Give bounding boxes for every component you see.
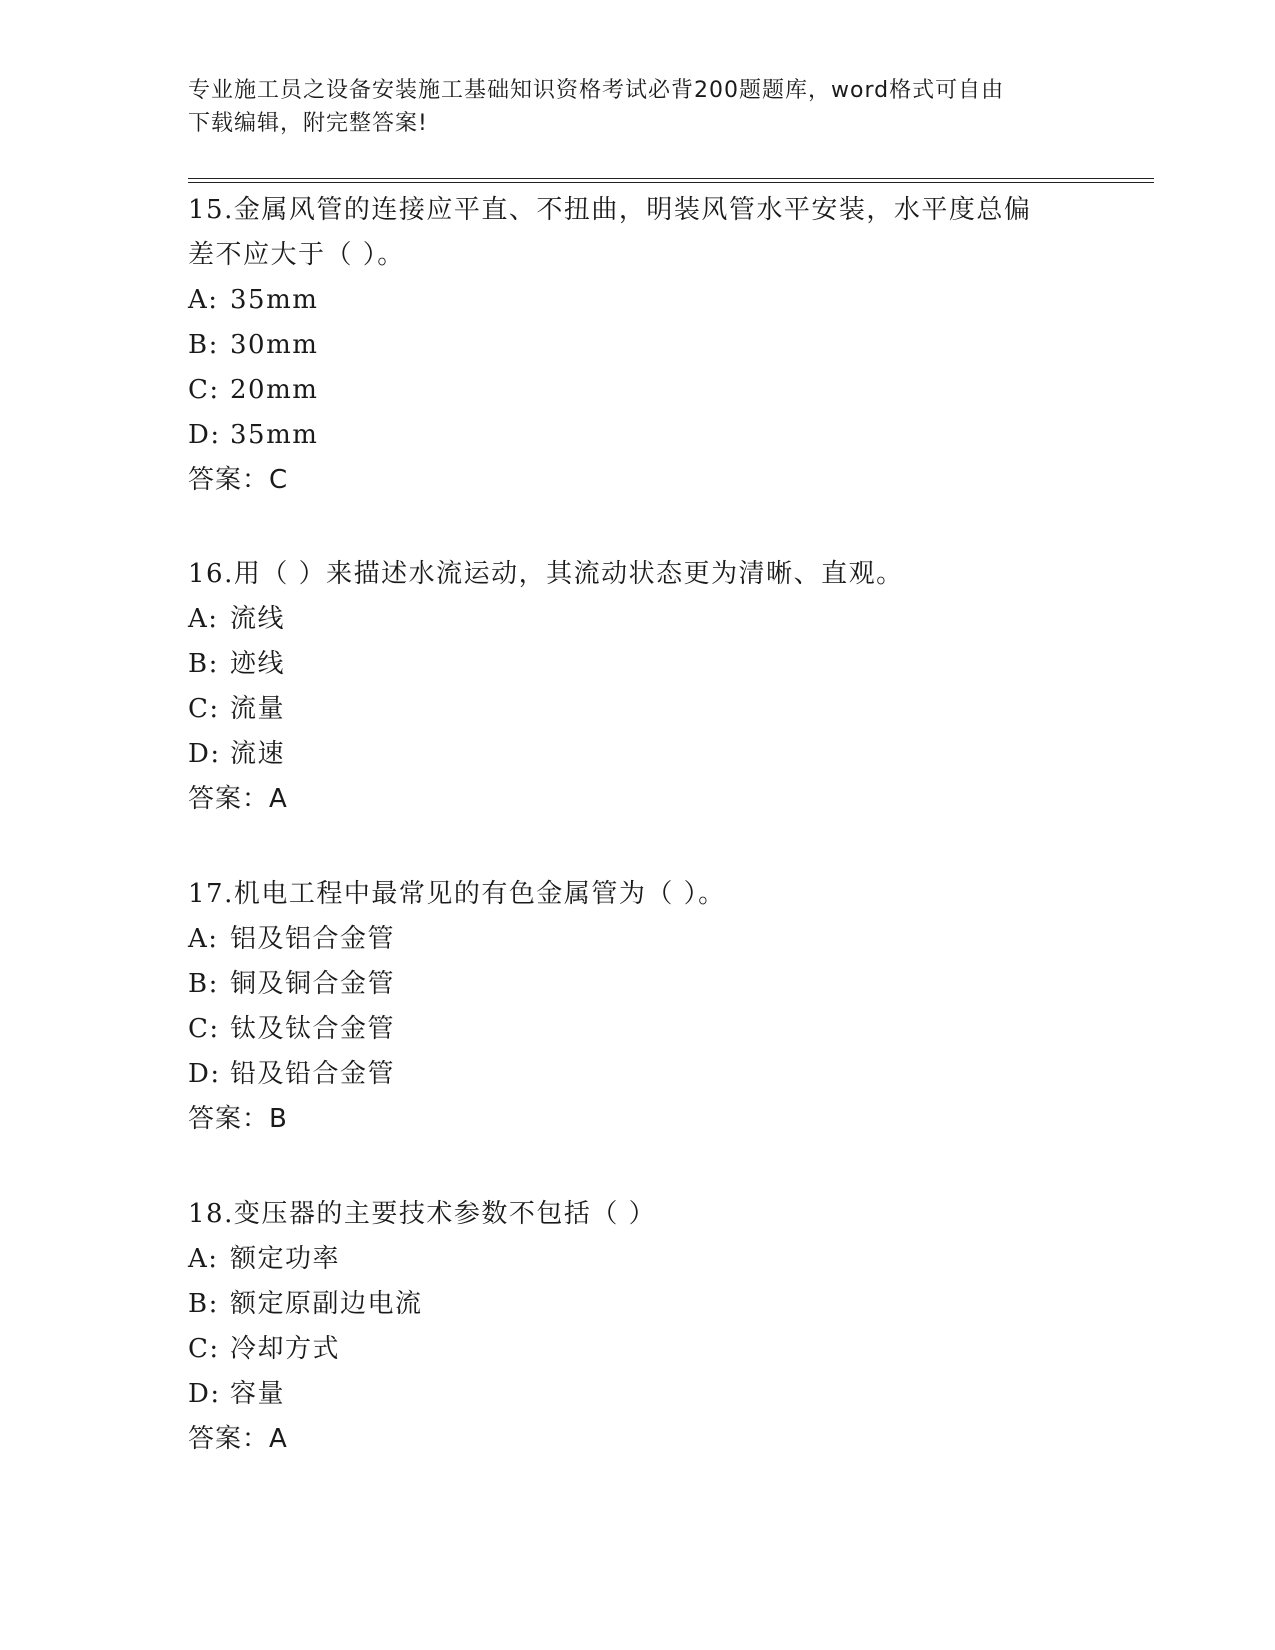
question-stem [188, 188, 1088, 278]
option-key: D: [188, 1379, 221, 1409]
option-key: B: [188, 649, 219, 679]
answer-line: 答案：A [188, 784, 288, 814]
option-text: 冷却方式 [230, 1334, 341, 1364]
option-key: C: [188, 1014, 220, 1044]
option-text: 钛及钛合金管 [230, 1014, 396, 1044]
option-text: 容量 [230, 1379, 286, 1409]
option-b [188, 323, 1088, 368]
option-d [188, 732, 1088, 777]
answer-line: 答案：C [188, 465, 289, 495]
option-text: 迹线 [230, 649, 286, 679]
option-a [188, 597, 1088, 642]
question-stem-line-2: 差不应大于（ ）。 [188, 240, 405, 270]
option-key: D: [188, 420, 221, 450]
question-stem-line-1: 17.机电工程中最常见的有色金属管为（ ）。 [188, 879, 726, 909]
option-d [188, 413, 1088, 458]
question-16 [188, 552, 1088, 822]
option-d [188, 1052, 1088, 1097]
option-key: D: [188, 739, 221, 769]
answer-line: 答案：B [188, 1104, 288, 1134]
question-18 [188, 1192, 1088, 1462]
header-divider-bottom [188, 182, 1154, 183]
option-key: B: [188, 969, 219, 999]
option-text: 流线 [230, 604, 286, 634]
option-c [188, 1327, 1088, 1372]
option-text: 35mm [230, 285, 319, 315]
option-a [188, 917, 1088, 962]
option-b [188, 1282, 1088, 1327]
option-text: 20mm [230, 375, 319, 405]
option-text: 铜及铜合金管 [230, 969, 396, 999]
option-d [188, 1372, 1088, 1417]
option-text: 流量 [230, 694, 286, 724]
header-line-2: 下载编辑，附完整答案! [188, 111, 428, 136]
option-text: 铝及铝合金管 [230, 924, 396, 954]
question-stem [188, 1192, 1088, 1237]
question-stem-line-1: 18.变压器的主要技术参数不包括（ ） [188, 1199, 657, 1229]
header-divider-top [188, 178, 1154, 179]
option-key: B: [188, 1289, 219, 1319]
option-key: C: [188, 1334, 220, 1364]
option-key: A: [188, 285, 219, 315]
header-line-1: 专业施工员之设备安装施工基础知识资格考试必背200题题库，word格式可自由 [188, 78, 1005, 103]
answer-line: 答案：A [188, 1424, 288, 1454]
option-key: D: [188, 1059, 221, 1089]
option-c [188, 687, 1088, 732]
question-17 [188, 872, 1088, 1142]
option-c [188, 368, 1088, 413]
option-text: 35mm [230, 420, 319, 450]
option-c [188, 1007, 1088, 1052]
question-stem [188, 872, 1088, 917]
document-header [188, 74, 1088, 140]
option-a [188, 1237, 1088, 1282]
option-key: A: [188, 924, 219, 954]
option-key: A: [188, 1244, 219, 1274]
option-text: 额定原副边电流 [230, 1289, 423, 1319]
option-b [188, 642, 1088, 687]
question-stem [188, 552, 1088, 597]
question-stem-line-1: 16.用（ ）来描述水流运动，其流动状态更为清晰、直观。 [188, 559, 904, 589]
option-text: 30mm [230, 330, 319, 360]
option-a [188, 278, 1088, 323]
option-key: A: [188, 604, 219, 634]
option-key: C: [188, 694, 220, 724]
option-text: 流速 [230, 739, 286, 769]
question-15 [188, 188, 1088, 503]
option-text: 额定功率 [230, 1244, 341, 1274]
option-key: C: [188, 375, 220, 405]
option-b [188, 962, 1088, 1007]
option-text: 铅及铅合金管 [230, 1059, 396, 1089]
question-stem-line-1: 15.金属风管的连接应平直、不扭曲，明装风管水平安装，水平度总偏 [188, 195, 1032, 225]
option-key: B: [188, 330, 219, 360]
